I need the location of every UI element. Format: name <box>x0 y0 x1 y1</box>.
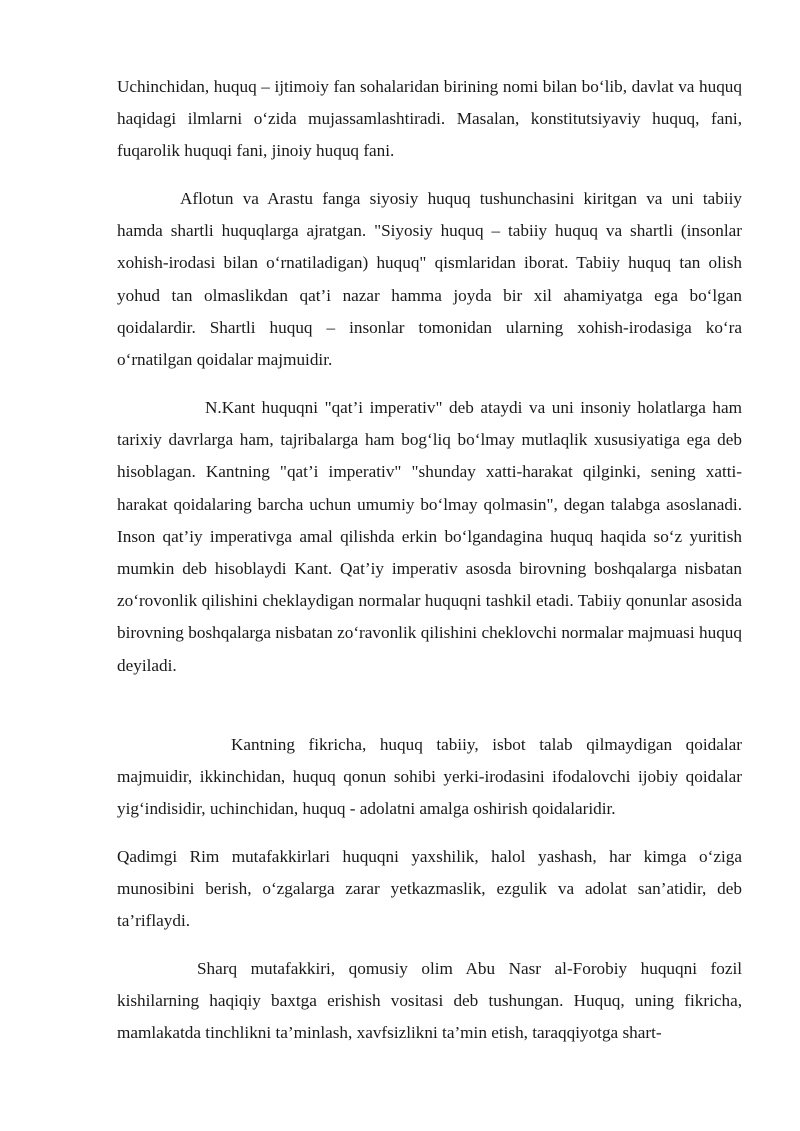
paragraph-2: Aflotun va Arastu fanga siyosiy huquq tushunchasini kiritgan va uni tabiiy hamda shartli huquqlarga ajratgan. "Siyosiy huquq – tabiiy huquq va shartli (insonlar xohish-irodasi bilan o‘rnatiladigan) huquq" qismlaridan iborat. Tabiiy huquq tan olish yohud tan olmaslikdan qat’i nazar hamma joyda bir xil ahamiyatga ega bo‘lgan qoidalardir. Shartli huquq – insonlar tomonidan ularning xohish-irodasiga ko‘ra o‘rnatilgan qoidalar majmuidir. <box>117 189 742 370</box>
paragraph-6: Sharq mutafakkiri, qomusiy olim Abu Nasr al-Forobiy huquqni fozil kishilarning haqiqiy baxtga erishish vositasi deb tushungan. Huquq, uning fikricha, mamlakatda tinchlikni ta’minlash, xavfsizlikni ta’min etish, taraqqiyotga shart- <box>117 959 742 1043</box>
paragraph-1: Uchinchidan, huquq – ijtimoiy fan sohalaridan birining nomi bilan bo‘lib, davlat va huquq haqidagi ilmlarni o‘zida mujassamlashtiradi. Masalan, konstitutsiyaviy huquq, fani, fuqarolik huquqi fani, jinoiy huquq fani. <box>117 77 742 161</box>
paragraph-4: Kantning fikricha, huquq tabiiy, isbot talab qilmaydigan qoidalar majmuidir, ikkinchidan, huquq qonun sohibi yerki-irodasini ifodalovchi ijobiy qoidalar yig‘indisidir, uchinchidan, huquq - adolatni amalga oshirish qoidalaridir. <box>117 735 742 819</box>
paragraph-5: Qadimgi Rim mutafakkirlari huquqni yaxshilik, halol yashash, har kimga o‘ziga munosibini berish, o‘zgalarga zarar yetkazmaslik, ezgulik va adolat san’atidir, deb ta’riflaydi. <box>117 847 742 931</box>
paragraph-3: N.Kant huquqni "qat’i imperativ" deb ataydi va uni insoniy holatlarga ham tarixiy davrlarga ham, tajribalarga ham bog‘liq bo‘lmay mutlaqlik xususiyatiga ega deb hisoblagan. Kantning "qat’i imperativ" "shunday xatti-harakat qilginki, sening xatti-harakat qoidalaring barcha uchun umumiy bo‘lmay qolmasin", degan talabga asoslanadi. Inson qat’iy imperativga amal qilishda erkin bo‘lgandagina huquq haqida so‘z yuritish mumkin deb hisoblaydi Kant. Qat’iy imperativ asosda birovning boshqalarga nisbatan zo‘rovonlik qilishini cheklaydigan normalar huquqni tashkil etadi. Tabiiy qonunlar asosida birovning boshqalarga nisbatan zo‘ravonlik qilishini cheklovchi normalar majmuasi huquq deyiladi. <box>117 398 742 675</box>
